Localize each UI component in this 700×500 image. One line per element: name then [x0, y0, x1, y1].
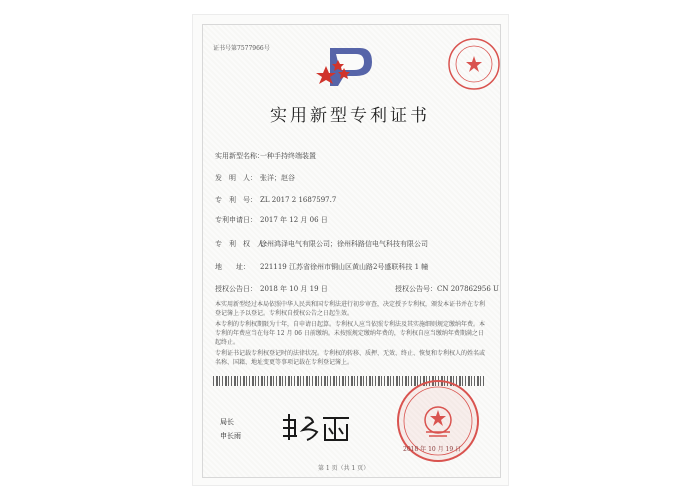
field-value-name: 一种手持终端装置: [260, 152, 316, 160]
handwritten-signature: [279, 412, 353, 442]
field-value-apply-date: 2017 年 12 月 06 日: [260, 216, 328, 224]
certificate-number: 证书号第7577966号: [213, 45, 270, 52]
certificate-title: 实用新型专利证书: [270, 106, 430, 126]
field-label-address: 地 址：: [215, 263, 250, 271]
page-footer: 第 1 页（共 1 页）: [318, 465, 370, 472]
patent-office-logo: [316, 42, 376, 90]
field-label-patent-no: 专 利 号：: [215, 196, 257, 204]
seal-date: 2018 年 10 月 19 日: [403, 446, 462, 453]
grant-publication-number: 授权公告号：CN 207862956 U: [395, 285, 499, 293]
paragraph-2: 本专利的专利权期限为十年，自申请日起算。专利权人应当依照专利法及其实施细则规定缴纳年费。本专利的年费应当在每年 12 月 06 日前缴纳。未按照规定缴纳年费的，专利权自应当缴纳年费期满之日起终止。: [215, 321, 486, 346]
field-label-inventor: 发 明 人：: [215, 174, 257, 182]
paragraph-3: 专利证书记载专利权登记时的法律状况。专利权的转移、质押、无效、终止、恢复和专利权人的姓名或名称、国籍、地址变更等事项记载在专利登记簿上。: [215, 350, 486, 366]
paragraph-1: 本实用新型经过本局依照中华人民共和国专利法进行初步审查，决定授予专利权，颁发本证书并在专利登记簿上予以登记。专利权自授权公告之日起生效。: [215, 301, 486, 317]
field-label-apply-date: 专利申请日：: [215, 216, 257, 224]
field-value-owner: 徐州鸿泽电气有限公司；徐州科路信电气科技有限公司: [260, 240, 428, 248]
signatory-name: 申长雨: [220, 432, 241, 440]
field-value-patent-no: ZL 2017 2 1687597.7: [260, 196, 337, 204]
field-value-inventor: 张洋；赵谷: [260, 174, 295, 182]
field-value-address: 221119 江苏省徐州市铜山区黄山路2号盛联科技 1 幢: [260, 263, 429, 271]
field-label-owner: 专 利 权 人：: [215, 240, 271, 248]
signatory-role: 局长: [220, 418, 234, 426]
field-label-grant-date: 授权公告日：: [215, 285, 257, 293]
field-label-name: 实用新型名称：: [215, 152, 264, 160]
top-seal-stamp: [446, 36, 502, 92]
field-value-grant-date: 2018 年 10 月 19 日: [260, 285, 328, 293]
